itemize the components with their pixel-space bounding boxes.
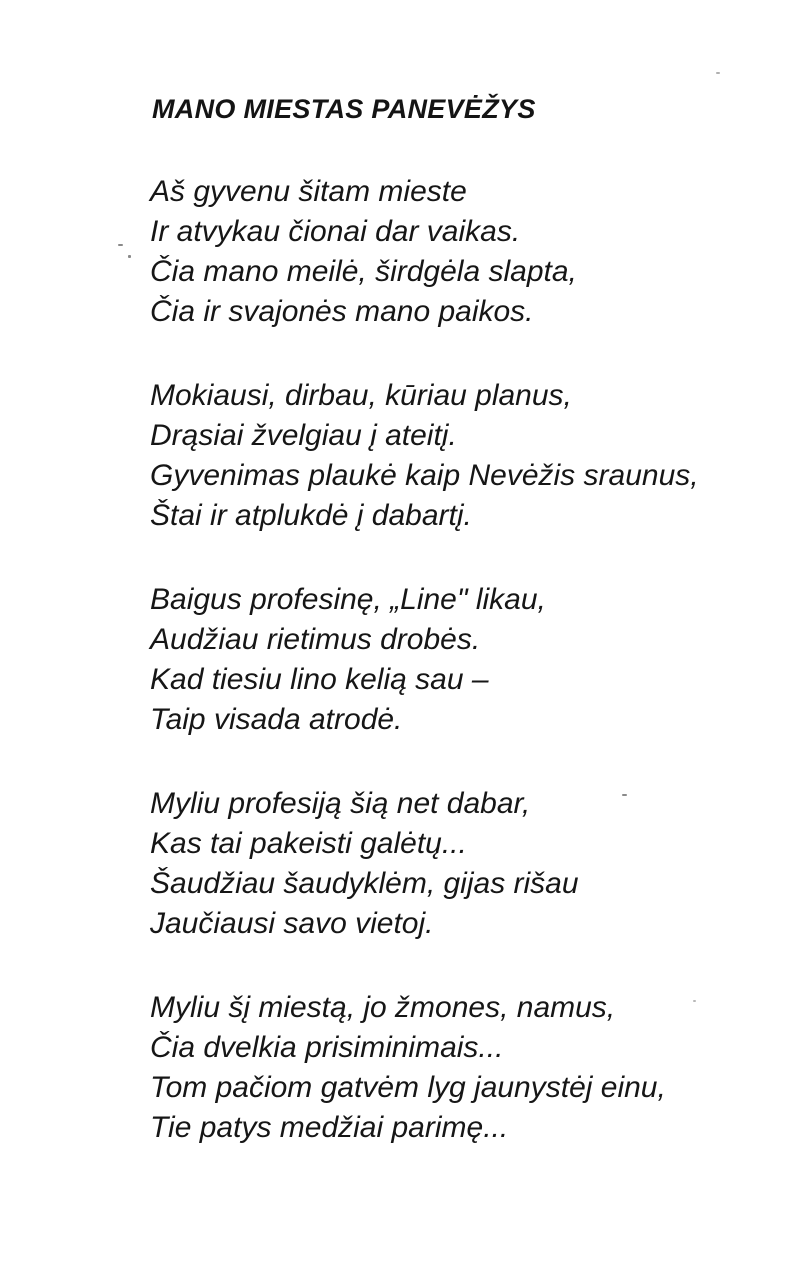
- poem-line: Ir atvykau čionai dar vaikas.: [150, 215, 521, 248]
- poem-line: Audžiau rietimus drobės.: [150, 623, 481, 656]
- poem-line: Jaučiausi savo vietoj.: [150, 907, 434, 940]
- poem-line: Kad tiesiu lino kelią sau –: [150, 663, 489, 696]
- stanza-5: [150, 988, 770, 1148]
- poem-line: Čia ir svajonės mano paikos.: [150, 295, 534, 328]
- stanza-2: [150, 376, 770, 536]
- poem-line: Kas tai pakeisti galėtų...: [150, 827, 467, 860]
- poem-line: Taip visada atrodė.: [150, 703, 403, 736]
- poem-line: Baigus profesinę, „Line" likau,: [150, 583, 546, 616]
- poem-line: Myliu profesiją šią net dabar,: [150, 787, 531, 820]
- poem-title: MANO MIESTAS PANEVĖŽYS: [152, 94, 536, 124]
- poem-line: Čia mano meilė, širdgėla slapta,: [150, 255, 577, 288]
- stanza-4: [150, 784, 770, 944]
- stanza-1: [150, 172, 770, 332]
- poem-line: Čia dvelkia prisiminimais...: [150, 1031, 504, 1064]
- scan-speck: [693, 1000, 696, 1002]
- stanza-3: [150, 580, 770, 740]
- poem-line: Tom pačiom gatvėm lyg jaunystėj einu,: [150, 1071, 666, 1104]
- poem-line: Aš gyvenu šitam mieste: [150, 175, 467, 208]
- poem-line: Myliu šį miestą, jo žmones, namus,: [150, 991, 616, 1024]
- scan-speck: [118, 244, 123, 246]
- scan-speck: [716, 72, 720, 74]
- poem-line: Šaudžiau šaudyklėm, gijas rišau: [150, 867, 579, 900]
- poem-line: Štai ir atplukdė į dabartį.: [150, 499, 472, 532]
- poem-line: Mokiausi, dirbau, kūriau planus,: [150, 379, 572, 412]
- poem-line: Tie patys medžiai parimę...: [150, 1111, 509, 1144]
- poem-line: Gyvenimas plaukė kaip Nevėžis sraunus,: [150, 459, 699, 492]
- poem-body: [150, 172, 770, 1192]
- scan-speck: [622, 794, 627, 796]
- poem-line: Drąsiai žvelgiau į ateitį.: [150, 419, 457, 452]
- scan-speck: [128, 255, 131, 258]
